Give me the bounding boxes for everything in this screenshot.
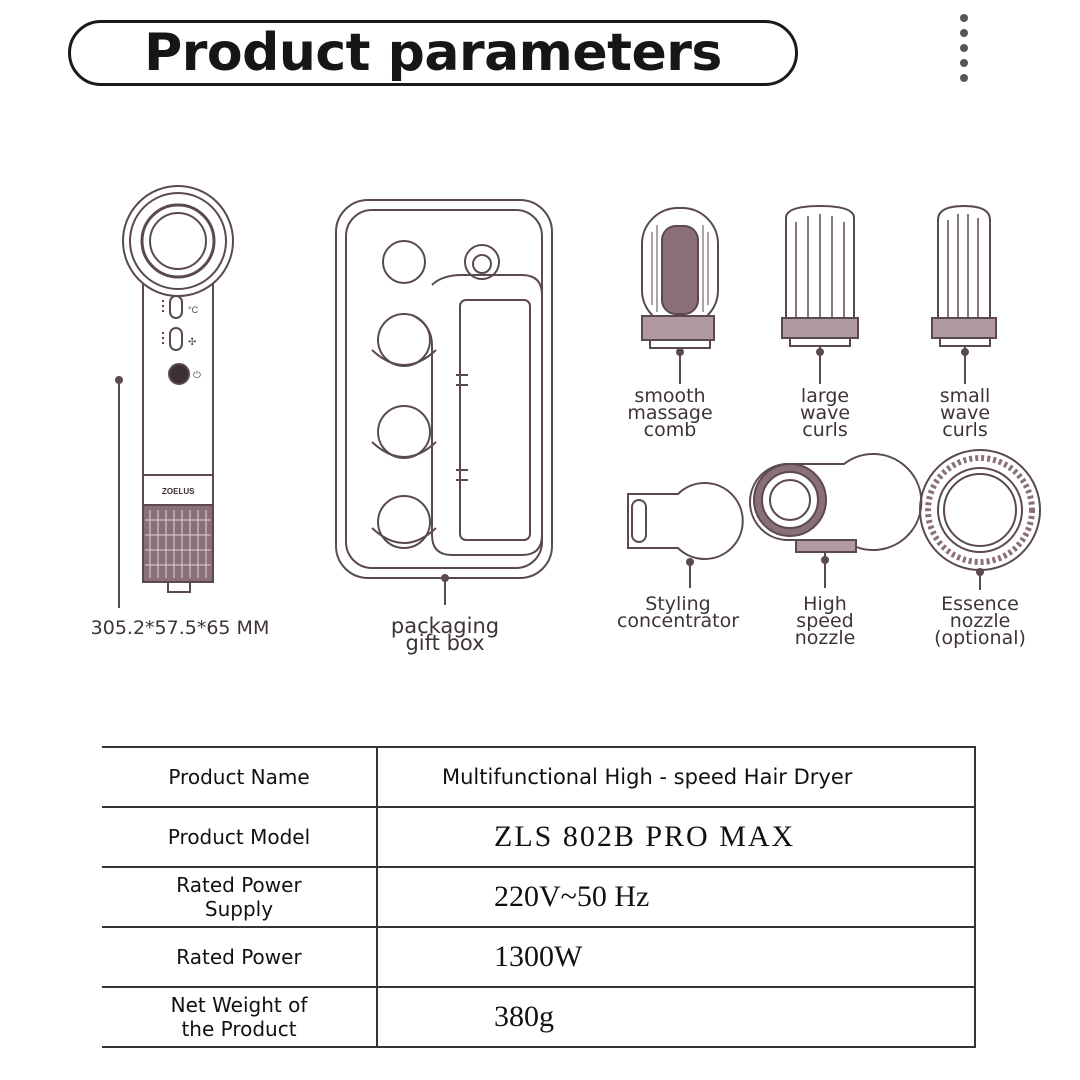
table-row [102, 867, 975, 927]
concentrator-illustration [628, 483, 743, 588]
concentrator-label: Styling concentrator [616, 593, 740, 632]
hair-dryer-illustration [116, 186, 233, 608]
fan-icon: ✣ [188, 337, 197, 348]
spec-value: Multifunctional High - speed Hair Dryer [377, 747, 975, 807]
spec-key: Product Name [102, 747, 377, 807]
spec-value: ZLS 802B PRO MAX [377, 807, 975, 867]
gift-box-illustration [336, 200, 552, 605]
temperature-icon: °C [188, 305, 199, 315]
spec-key: Net Weight of the Product [102, 987, 377, 1047]
essence-nozzle-label: Essence nozzle (optional) [934, 593, 1026, 649]
page-title-text: Product parameters [144, 23, 722, 83]
table-row [102, 807, 975, 867]
high-speed-nozzle-illustration [750, 454, 921, 588]
gift-box-label: packaging gift box [390, 614, 500, 655]
power-icon: ⏻ [193, 370, 201, 381]
small-wave-illustration [932, 206, 996, 384]
comb-illustration [642, 208, 718, 384]
spec-key: Rated Power [102, 927, 377, 987]
spec-table [102, 746, 976, 1048]
essence-nozzle-illustration [920, 450, 1040, 590]
svg-text:ZOELUS: ZOELUS [162, 487, 195, 496]
table-row [102, 747, 975, 807]
comb-label: smooth massage comb [627, 385, 713, 441]
table-row [102, 927, 975, 987]
spec-key: Product Model [102, 807, 377, 867]
large-wave-illustration [782, 206, 858, 384]
dryer-dimensions-label: 305.2*57.5*65 MM [90, 617, 270, 639]
large-wave-label: large wave curls [799, 385, 851, 441]
high-speed-nozzle-label: High speed nozzle [794, 593, 856, 649]
spec-value: 1300W [377, 927, 975, 987]
table-row [102, 987, 975, 1047]
spec-value: 220V~50 Hz [377, 867, 975, 927]
spec-key: Rated Power Supply [102, 867, 377, 927]
spec-value: 380g [377, 987, 975, 1047]
small-wave-label: small wave curls [939, 385, 991, 441]
